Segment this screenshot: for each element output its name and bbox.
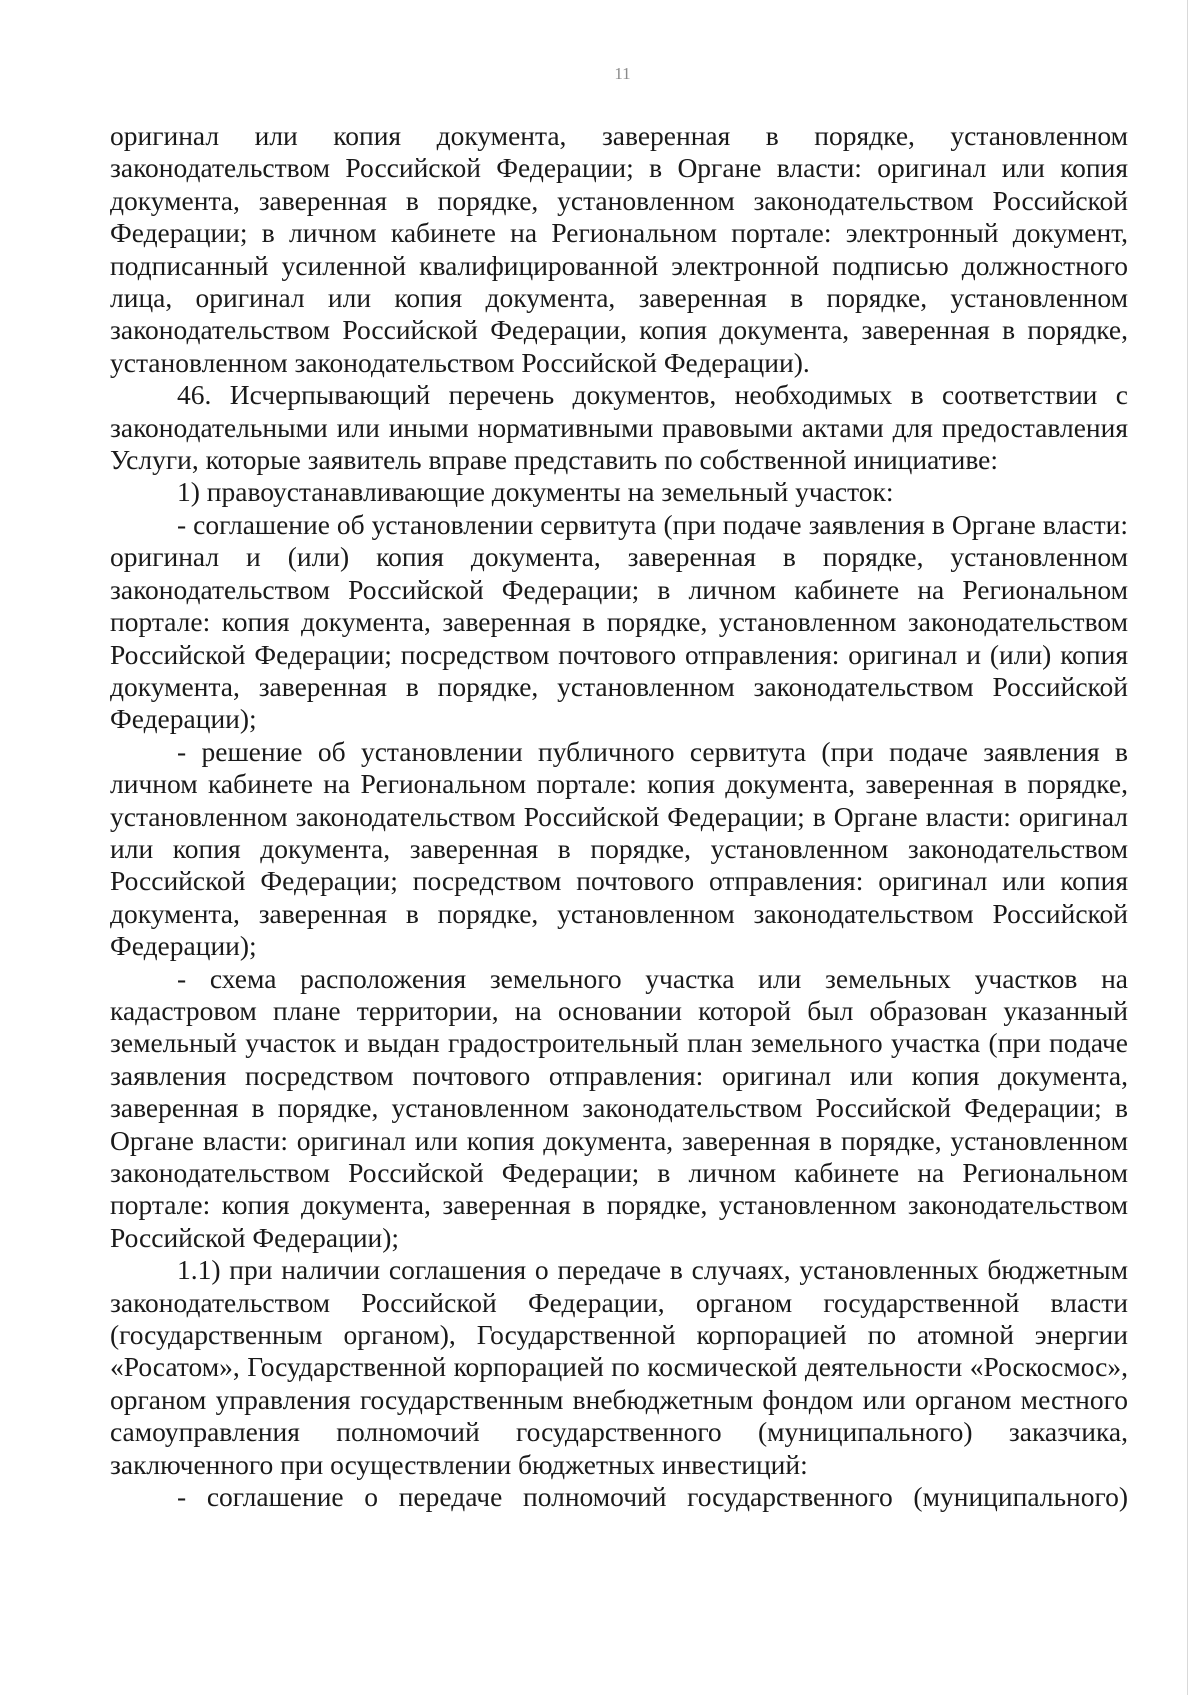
paragraph-bullet-land-plot-scheme: - схема расположения земельного участка или земельных участков на кадастровом плане территории, на основании которой был образован указанный земельный участок и выдан градостроительный план земельного участка (при подаче заявления посредством почтового отправления: оригинал или копия документа, заверенная в порядке, установленном законодательством Российской Федерации; в Органе власти: оригинал или копия документа, заверенная в порядке, установленном законодательством Российской Федерации; в личном кабинете на Региональном портале: копия документа, заверенная в порядке, установленном законодательством Российской Федерации);	[110, 962, 1128, 1253]
paragraph-bullet-powers-transfer: - соглашение о передаче полномочий государственного (муниципального)	[177, 1481, 1128, 1513]
paragraph-bullet-servitude-agreement: - соглашение об установлении сервитута (при подаче заявления в Органе власти: оригинал и (или) копия документа, заверенная в порядке, установленном законодательством Российской Федерации; в личном кабинете на Региональном портале: копия документа, заверенная в порядке, установленном законодательством Российской Федерации; посредством почтового отправления: оригинал и (или) копия документа, заверенная в порядке, установленном законодательством Российской Федерации);	[110, 508, 1128, 735]
document-body	[110, 120, 1128, 1513]
paragraph: оригинал или копия документа, заверенная в порядке, установленном законодательством Российской Федерации; в Органе власти: оригинал или копия документа, заверенная в порядке, установленном законодательством Российской Федерации; в личном кабинете на Региональном портале: электронный документ, подписанный усиленной квалифицированной электронной подписью должностного лица, оригинал или копия документа, заверенная в порядке, установленном законодательством Российской Федерации, копия документа, заверенная в порядке, установленном законодательством Российской Федерации).	[110, 120, 1128, 378]
paragraph-subitem-1-1: 1.1) при наличии соглашения о передаче в случаях, установленных бюджетным законодательством Российской Федерации, органом государственной власти (государственным органом), Государственной корпорацией по атомной энергии «Росатом», Государственной корпорацией по космической деятельности «Роскосмос», органом управления государственным внебюджетным фондом или органом местного самоуправления полномочий государственного (муниципального) заказчика, заключенного при осуществлении бюджетных инвестиций:	[110, 1254, 1128, 1480]
paragraph-bullet-public-servitude: - решение об установлении публичного сервитута (при подаче заявления в личном кабинете на Региональном портале: копия документа, заверенная в порядке, установленном законодательством Российской Федерации; в Органе власти: оригинал или копия документа, заверенная в порядке, установленном законодательством Российской Федерации; посредством почтового отправления: оригинал или копия документа, заверенная в порядке, установленном законодательством Российской Федерации);	[110, 735, 1128, 962]
paragraph-item-46: 46. Исчерпывающий перечень документов, необходимых в соответствии с законодательными или иными нормативными правовыми актами для предоставления Услуги, которые заявитель вправе представить по собственной инициативе:	[110, 379, 1128, 476]
page-edge-line	[1187, 0, 1188, 1695]
paragraph-subitem-1: 1) правоустанавливающие документы на земельный участок:	[177, 476, 894, 508]
page-number: 11	[614, 64, 631, 83]
